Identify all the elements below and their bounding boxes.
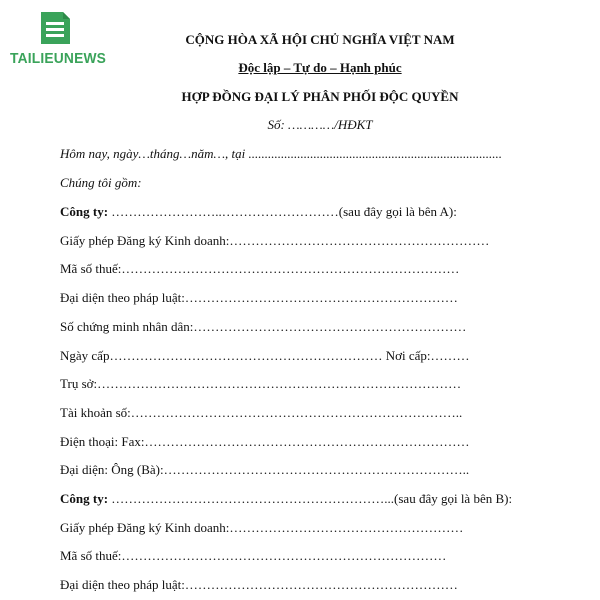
party-a-id-number: Số chứng minh nhân dân:……………………………………………………… bbox=[60, 319, 467, 334]
parties-intro: Chúng tôi gồm: bbox=[60, 175, 142, 190]
party-a-company-line bbox=[60, 204, 457, 220]
party-a-company-label: Công ty: bbox=[60, 204, 109, 219]
motto: Độc lập – Tự do – Hạnh phúc bbox=[238, 60, 402, 75]
party-b-company-line bbox=[60, 491, 512, 507]
party-a-headquarters: Trụ sở:………………………………………………………………………… bbox=[60, 376, 462, 391]
party-a-legal-rep: Đại diện theo pháp luật:……………………………………………………… bbox=[60, 290, 458, 305]
party-b-tax-code: Mã số thuế:………………………………………………………………… bbox=[60, 548, 447, 563]
logo-text: TAILIEUNEWS bbox=[10, 50, 107, 67]
party-b-company-label: Công ty: bbox=[60, 491, 109, 506]
party-a-business-license: Giấy phép Đăng ký Kinh doanh:…………………………………………………… bbox=[60, 233, 490, 248]
party-a-representative: Đại diện: Ông (Bà):…………………………………………………………….. bbox=[60, 462, 470, 477]
party-a-phone-fax: Điện thoại: Fax:………………………………………………………………… bbox=[60, 434, 470, 449]
contract-title: HỢP ĐỒNG ĐẠI LÝ PHÂN PHỐI ĐỘC QUYỀN bbox=[181, 89, 459, 104]
party-a-company-rest: ……………………..………………………(sau đây gọi là bên A): bbox=[108, 204, 457, 219]
date-place-line: Hôm nay, ngày…tháng…năm…, tại .............................................................................. bbox=[60, 146, 502, 161]
contract-number: Số: …………/HĐKT bbox=[267, 117, 373, 132]
party-a-issue-date: Ngày cấp……………………………………………………… Nơi cấp:……… bbox=[60, 348, 470, 363]
party-b-legal-rep: Đại diện theo pháp luật:……………………………………………………… bbox=[60, 577, 458, 592]
party-a-bank-account: Tài khoản số:………………………………………………………………….. bbox=[60, 405, 463, 420]
nation-title: CỘNG HÒA XÃ HỘI CHỦ NGHĨA VIỆT NAM bbox=[185, 32, 455, 47]
party-a-tax-code: Mã số thuế:…………………………………………………………………… bbox=[60, 261, 460, 276]
party-b-business-license: Giấy phép Đăng ký Kinh doanh:……………………………………………… bbox=[60, 520, 464, 535]
party-b-company-rest: ………………………………………………………...(sau đây gọi là bên B): bbox=[108, 491, 513, 506]
